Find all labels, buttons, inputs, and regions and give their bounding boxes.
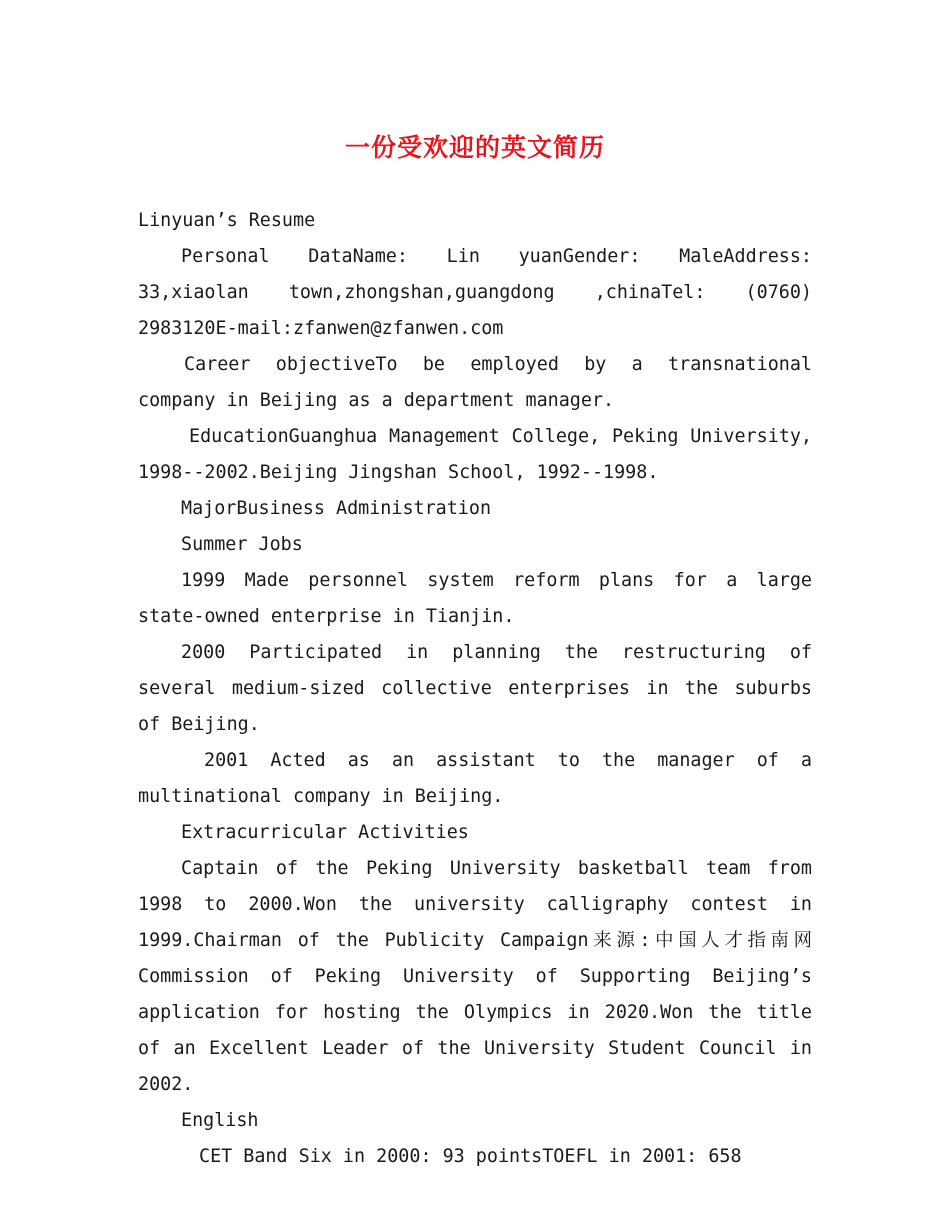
personal-data-paragraph: Personal DataName: Lin yuanGender: MaleAddress: 33,xiaolan town,zhongshan,guangdong ,chinaTel: (0760) 2983120E-mail:zfanwen@zfanwen.com — [138, 246, 812, 339]
job-2001-paragraph: 2001 Acted as an assistant to the manager of a multinational company in Beijing. — [138, 750, 812, 807]
summer-jobs-heading: Summer Jobs — [181, 534, 303, 555]
education-paragraph: EducationGuanghua Management College, Peking University, 1998--2002.Beijing Jingshan School, 1992--1998. — [138, 426, 812, 483]
extracurricular-heading: Extracurricular Activities — [181, 822, 469, 843]
career-objective-paragraph: Career objectiveTo be employed by a transnational company in Beijing as a department manager. — [138, 354, 812, 411]
job-2000-paragraph: 2000 Participated in planning the restructuring of several medium-sized collective enterprises in the suburbs of Beijing. — [138, 642, 812, 735]
major-paragraph: MajorBusiness Administration — [181, 498, 492, 519]
english-heading: English — [181, 1110, 259, 1131]
extracurricular-paragraph: Captain of the Peking University basketball team from 1998 to 2000.Won the university calligraphy contest in 1999.Chairman of the Publicity Campaign来源:中国人才指南网 Commission of Peking University of Supporting Beijing’s application for hosting the Olympics in 2020.Won the title of an Excellent Leader of the University Student Council in 2002. — [138, 858, 812, 1095]
document-body — [138, 203, 812, 1175]
document-title: 一份受欢迎的英文简历 — [344, 133, 605, 162]
resume-heading: Linyuan’s Resume — [138, 210, 316, 231]
job-1999-paragraph: 1999 Made personnel system reform plans for a large state-owned enterprise in Tianjin. — [138, 570, 812, 627]
english-scores-paragraph: CET Band Six in 2000: 93 pointsTOEFL in 2001: 658 — [199, 1146, 742, 1167]
